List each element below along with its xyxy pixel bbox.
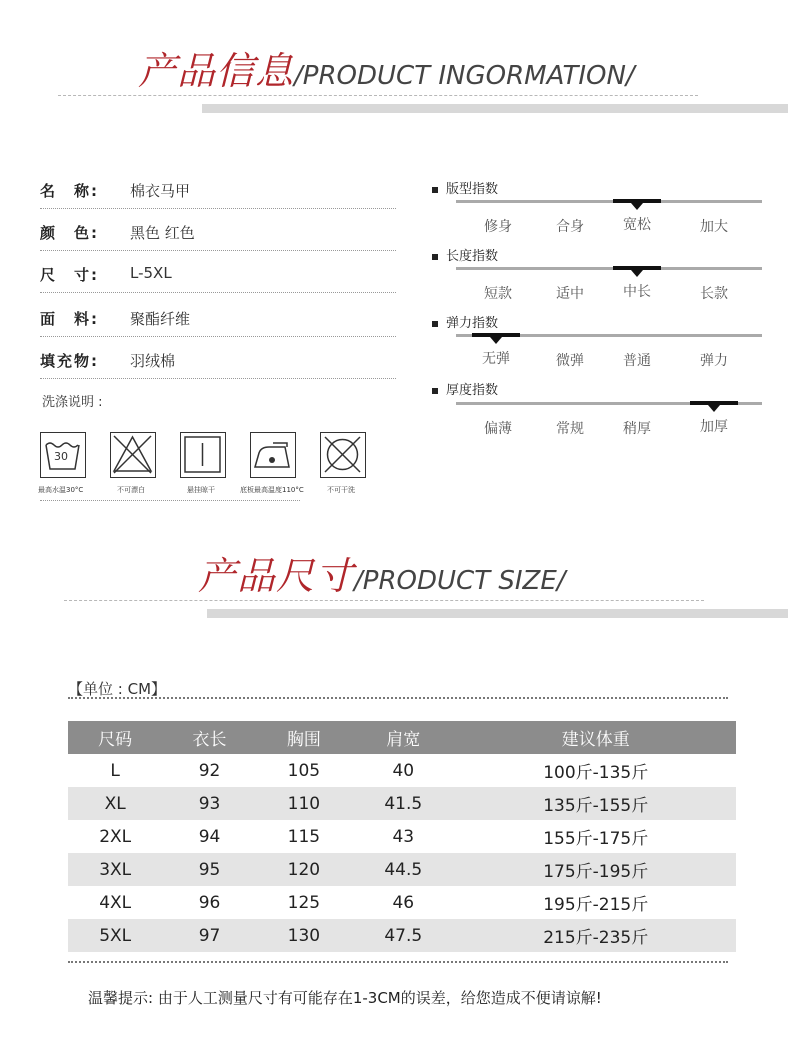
size-title-en: /PRODUCT SIZE/ — [354, 566, 566, 596]
table-cell: 125 — [287, 892, 321, 913]
no-dry-clean-icon — [320, 432, 366, 478]
table-cell: 215斤-235斤 — [455, 919, 736, 952]
wash-label: 洗涤说明 : — [42, 395, 103, 410]
table-cell: 3XL — [68, 853, 162, 886]
spec-key: 名 称: — [40, 182, 99, 200]
spec-row-name — [40, 168, 396, 209]
size-table — [68, 721, 736, 952]
spec-value: 黑色 红色 — [130, 224, 195, 242]
measurement-tip: 温馨提示: 由于人工测量尺寸有可能存在1-3CM的误差，给您造成不便请谅解! — [88, 989, 602, 1007]
index-option: 普通 — [623, 353, 651, 369]
wash-30-icon — [40, 432, 86, 478]
spec-row-fabric — [40, 296, 396, 337]
index-title: 厚度指数 — [432, 379, 498, 398]
wash-temp-text: 30 — [54, 450, 68, 463]
table-cell: 95 — [162, 853, 256, 886]
care-label: 不可干洗 — [327, 486, 355, 494]
table-row — [68, 787, 736, 820]
bullet-square-icon — [432, 388, 438, 394]
index-option-selected: 无弹 — [482, 351, 510, 367]
table-cell: 120 — [257, 853, 351, 886]
table-cell: XL — [68, 787, 162, 820]
table-header-cell: 胸围 — [257, 721, 351, 754]
care-label: 底板最高温度110°C — [240, 486, 304, 494]
index-title: 长度指数 — [432, 245, 498, 264]
table-cell: 105 — [287, 760, 321, 781]
spec-value: 棉衣马甲 — [130, 182, 191, 200]
bullet-square-icon — [432, 321, 438, 327]
table-cell: 135斤-155斤 — [455, 787, 736, 820]
table-row — [68, 820, 736, 853]
unit-label: 【单位 : CM】 — [68, 680, 167, 698]
care-divider — [40, 500, 300, 501]
index-option-selected: 宽松 — [623, 217, 651, 233]
table-cell: 41.5 — [351, 787, 455, 820]
table-header-cell: 衣长 — [162, 721, 256, 754]
table-cell: 93 — [162, 787, 256, 820]
table-cell: 175斤-195斤 — [455, 853, 736, 886]
table-cell: 44.5 — [351, 853, 455, 886]
index-option: 偏薄 — [484, 421, 512, 437]
index-marker-pointer — [631, 270, 643, 277]
table-cell: 130 — [257, 919, 351, 952]
index-option: 稍厚 — [623, 421, 651, 437]
index-option: 修身 — [484, 219, 512, 235]
table-row — [68, 886, 736, 919]
care-label: 不可漂白 — [117, 486, 145, 494]
table-cell: 47.5 — [351, 919, 455, 952]
size-section-header — [198, 545, 566, 600]
table-cell: 110 — [257, 787, 351, 820]
table-cell: L — [110, 760, 120, 781]
table-top-divider — [68, 697, 728, 699]
table-cell: 97 — [162, 919, 256, 952]
table-cell: 96 — [198, 892, 221, 913]
bullet-square-icon — [432, 187, 438, 193]
table-cell: 155斤-175斤 — [543, 829, 649, 849]
index-option: 微弹 — [556, 353, 584, 369]
table-cell: 5XL — [68, 919, 162, 952]
table-cell: 2XL — [99, 826, 132, 847]
index-track — [456, 267, 762, 270]
table-cell: 115 — [287, 826, 321, 847]
info-header-divider — [58, 95, 698, 96]
index-option-selected: 中长 — [623, 284, 651, 300]
spec-key: 面 料: — [40, 310, 99, 328]
spec-key: 尺 寸: — [40, 266, 99, 284]
index-marker-pointer — [708, 405, 720, 412]
table-row — [68, 853, 736, 886]
spec-row-color — [40, 210, 396, 251]
table-row — [68, 919, 736, 952]
index-track — [456, 200, 762, 203]
bullet-square-icon — [432, 254, 438, 260]
index-title: 版型指数 — [432, 178, 498, 197]
index-option: 短款 — [484, 286, 512, 302]
info-section-header — [138, 40, 635, 95]
table-header-cell: 建议体重 — [455, 721, 736, 754]
index-option-selected: 加厚 — [700, 419, 728, 435]
spec-value: 聚酯纤维 — [130, 310, 191, 328]
table-cell: 43 — [392, 826, 415, 847]
spec-row-size — [40, 252, 396, 293]
size-title-cn: 产品尺寸 — [198, 554, 355, 598]
care-label: 悬挂晾干 — [187, 486, 215, 494]
care-label: 最高水温30°C — [38, 486, 84, 494]
index-marker-pointer — [490, 337, 502, 344]
index-marker-pointer — [631, 203, 643, 210]
table-row — [68, 754, 736, 787]
index-title: 弹力指数 — [432, 312, 498, 331]
info-title-cn: 产品信息 — [138, 49, 295, 93]
table-cell: 4XL — [99, 892, 132, 913]
table-header-cell: 尺码 — [68, 721, 162, 754]
index-option: 适中 — [556, 286, 584, 302]
table-header-row — [68, 721, 736, 754]
index-option: 长款 — [700, 286, 728, 302]
table-bottom-divider — [68, 961, 728, 963]
spec-value: L-5XL — [130, 264, 172, 282]
size-header-bar — [207, 609, 788, 618]
no-bleach-icon — [110, 432, 156, 478]
table-header-cell: 肩宽 — [351, 721, 455, 754]
hang-dry-icon — [180, 432, 226, 478]
spec-key: 填充物: — [40, 352, 99, 370]
table-cell: 100斤-135斤 — [543, 763, 649, 783]
table-cell: 195斤-215斤 — [543, 895, 649, 915]
index-option: 常规 — [556, 421, 584, 437]
table-cell: 46 — [392, 892, 415, 913]
spec-key: 颜 色: — [40, 224, 99, 242]
index-option: 弹力 — [700, 353, 728, 369]
table-cell: 94 — [198, 826, 221, 847]
spec-value: 羽绒棉 — [130, 352, 176, 370]
index-option: 合身 — [556, 219, 584, 235]
size-header-divider — [64, 600, 704, 601]
info-header-bar — [202, 104, 788, 113]
table-cell: 40 — [392, 760, 415, 781]
spec-row-filling — [40, 338, 396, 379]
index-option: 加大 — [700, 219, 728, 235]
iron-icon — [250, 432, 296, 478]
table-cell: 92 — [198, 760, 221, 781]
info-title-en: /PRODUCT INGORMATION/ — [294, 61, 635, 91]
